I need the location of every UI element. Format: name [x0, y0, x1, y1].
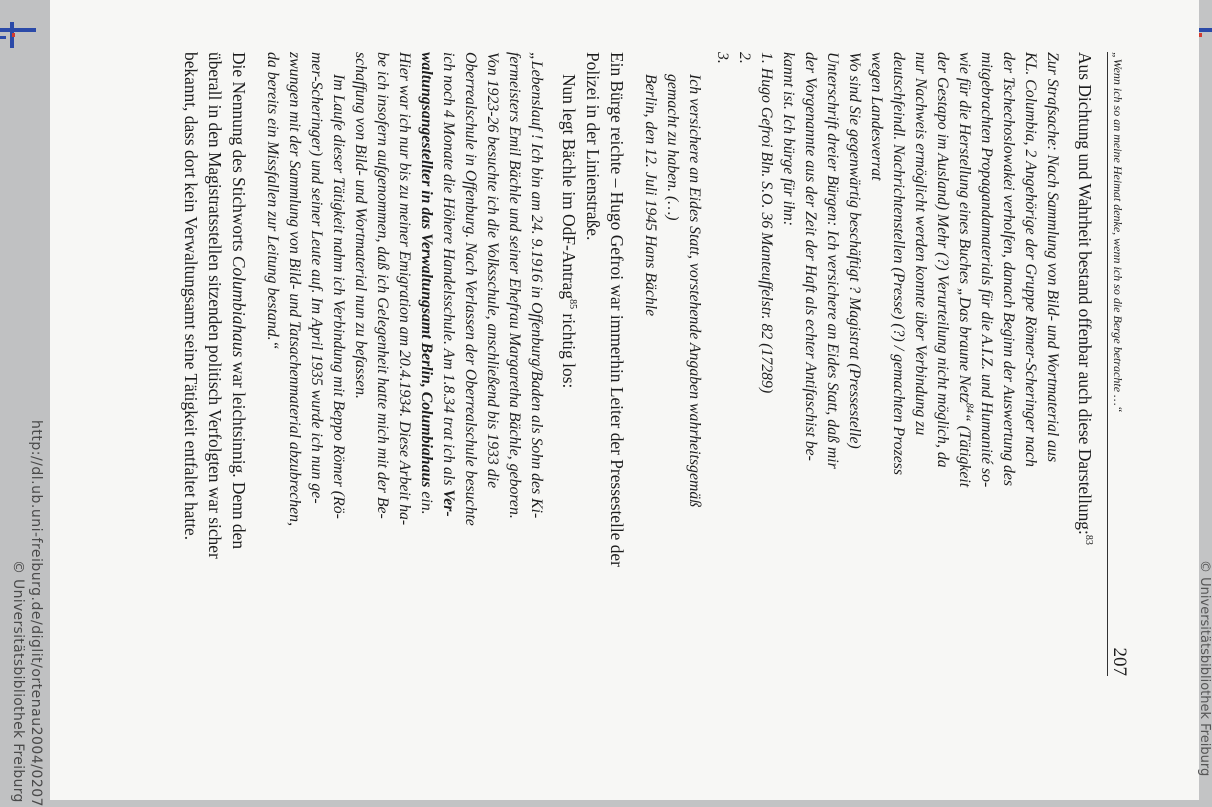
- quote-line: der Tschechoslowakei verholfen, danach Beginn der Auswertung des: [1000, 52, 1017, 487]
- quote-block-2: [261, 52, 547, 676]
- quote-line: Hier war ich nur bis zu meiner Emigration am 20.4.1934. Diese Arbeit ha-: [396, 52, 413, 526]
- quote-line: wegen Landesverrat: [868, 52, 885, 181]
- quote-block-1: [639, 52, 1063, 676]
- quote-line: be ich insofern aufgenommen, daß ich Gelegenheit hatte mich mit der Be-: [374, 52, 391, 519]
- quote-line: 3.: [714, 52, 731, 64]
- quote-line: waltungsangestellter in das Verwaltungsamt Berlin, Columbiahaus ein.: [418, 52, 435, 515]
- quote-line: 2.: [736, 52, 753, 64]
- text-line: Polizei in der Linienstraße.: [583, 52, 603, 241]
- footnote-ref: 83: [1082, 534, 1094, 545]
- library-logo-icon-right: [1199, 22, 1212, 48]
- quote-line: KL. Columbia, 2 Angehörige der Gruppe Römer-Scheringer nach: [1022, 52, 1039, 467]
- text-line: bekannt, dass dort kein Verwaltungsamt seine Tätigkeit entfaltet hatte.: [181, 52, 201, 541]
- library-logo-icon: [0, 22, 36, 48]
- quote-line: da bereits ein Missfallen zur Leitung bestand.“: [264, 52, 281, 350]
- quote-line: fermeisters Emil Bächle und seiner Ehefrau Margaretha Bächle, geboren.: [506, 52, 523, 519]
- watermark-right-edge: © Universitätsbibliothek Freiburg: [1197, 560, 1212, 777]
- quote-line: Unterschrift dreier Bürgen: Ich versichere an Eides Statt, daß mir: [824, 52, 841, 469]
- quote-line: gemacht zu haben. (…): [664, 74, 681, 221]
- text-line: überall in den Magistratsstellen sitzenden politisch Verfolgten war sicher: [205, 52, 225, 559]
- quote-line: 1. Hugo Gefroi Bln. S.O. 36 Manteuffelstr. 82 (17289): [758, 52, 775, 394]
- quote-line: Oberrealschule in Offenburg. Nach Verlassen der Oberrealschule besuchte: [462, 52, 479, 526]
- quote-line: der Gestapo im Ausland) Mehr (?) Verurteilung nicht möglich, da: [934, 52, 951, 468]
- page-number: 207: [1109, 647, 1130, 676]
- quote-line: zwungen mit der Sammlung von Bild- und Tatsachenmaterial abzubrechen,: [286, 52, 303, 527]
- running-head: [1107, 52, 1130, 676]
- paragraph-2: [557, 52, 629, 676]
- paragraph-3: [179, 52, 251, 676]
- page-content: [130, 52, 1130, 676]
- quote-line: nur Nachweis ermöglicht werden konnte über Verbindung zu: [912, 52, 929, 436]
- quote-line: Berlin, den 12. Juli 1945 Hans Bächle: [642, 74, 659, 317]
- text-line: Die Nennung des Stichworts Columbiahaus war leichtsinnig. Denn den: [229, 52, 249, 550]
- text-line: Nun legt Bächle im OdF-Antrag$^{85}$ richtig los:: [559, 74, 579, 389]
- quote-line: ich noch 4 Monate die Höhere Handelsschule. Am 1.8.34 trat ich als Ver-: [440, 52, 457, 517]
- quote-line: schaffung von Bild- und Wortmaterial nun zu befassen.: [352, 52, 369, 399]
- quote-line: Zur Strafsache: Nach Sammlung von Bild- und Wortmaterial aus: [1044, 52, 1061, 463]
- watermark-url: http://dl.ub.uni-freiburg.de/diglit/ortenau2004/0207: [28, 420, 44, 807]
- quote-line: Ich versichere an Eides Statt, vorstehende Angaben wahrheitsgemäß: [686, 74, 703, 508]
- quote-line: kannt ist. Ich bürge für ihn:: [780, 52, 797, 227]
- quote-line: Im Laufe dieser Tätigkeit nahm ich Verbindung mit Beppo Römer (Rö-: [330, 74, 347, 519]
- quote-line: mer-Scheringer) und seiner Leute auf. Im April 1935 wurde ich nun ge-: [308, 52, 325, 504]
- quote-line: Von 1923-26 besuchte ich die Volksschule, anschließend bis 1933 die: [484, 52, 501, 489]
- quote-line: wie für die Herstellung eines Buches „Das braune Netz$^{84}$“ (Tätigkeit: [956, 52, 975, 488]
- quote-line: deutschfeindl. Nachrichtenstellen (Presse) (?) / gemachten Prozess: [890, 52, 907, 476]
- text-line: Ein Bürge reichte – Hugo Gefroi war immerhin Leiter der Pressestelle der: [607, 52, 627, 567]
- footnote-ref: 85: [566, 299, 578, 310]
- quote-line: der Vorgenannte aus der Zeit der Haft als echter Antifaschist be-: [802, 52, 819, 461]
- intro-paragraph: Aus Dichtung und Wahrheit bestand offenbar auch diese Darstellung:$^{83}$: [1075, 52, 1095, 545]
- quote-line: Wo sind Sie gegenwärtig beschäftigt ? Magistrat (Pressestelle): [846, 52, 863, 449]
- footnote-ref: 84: [963, 403, 975, 414]
- watermark-copyright: © Universitätsbibliothek Freiburg: [10, 560, 26, 803]
- quote-line: „Lebenslauf ! Ich bin am 24. 9.1916 in Offenburg/Baden als Sohn des Ki-: [528, 52, 545, 519]
- quote-line: mitgebrachten Propagandamaterials für die A.I.Z. und Humanité so-: [978, 52, 995, 488]
- running-head-title: „Wenn ich so an meine Heimat denke, wenn ich so die Berge betrachte …“: [1111, 52, 1125, 413]
